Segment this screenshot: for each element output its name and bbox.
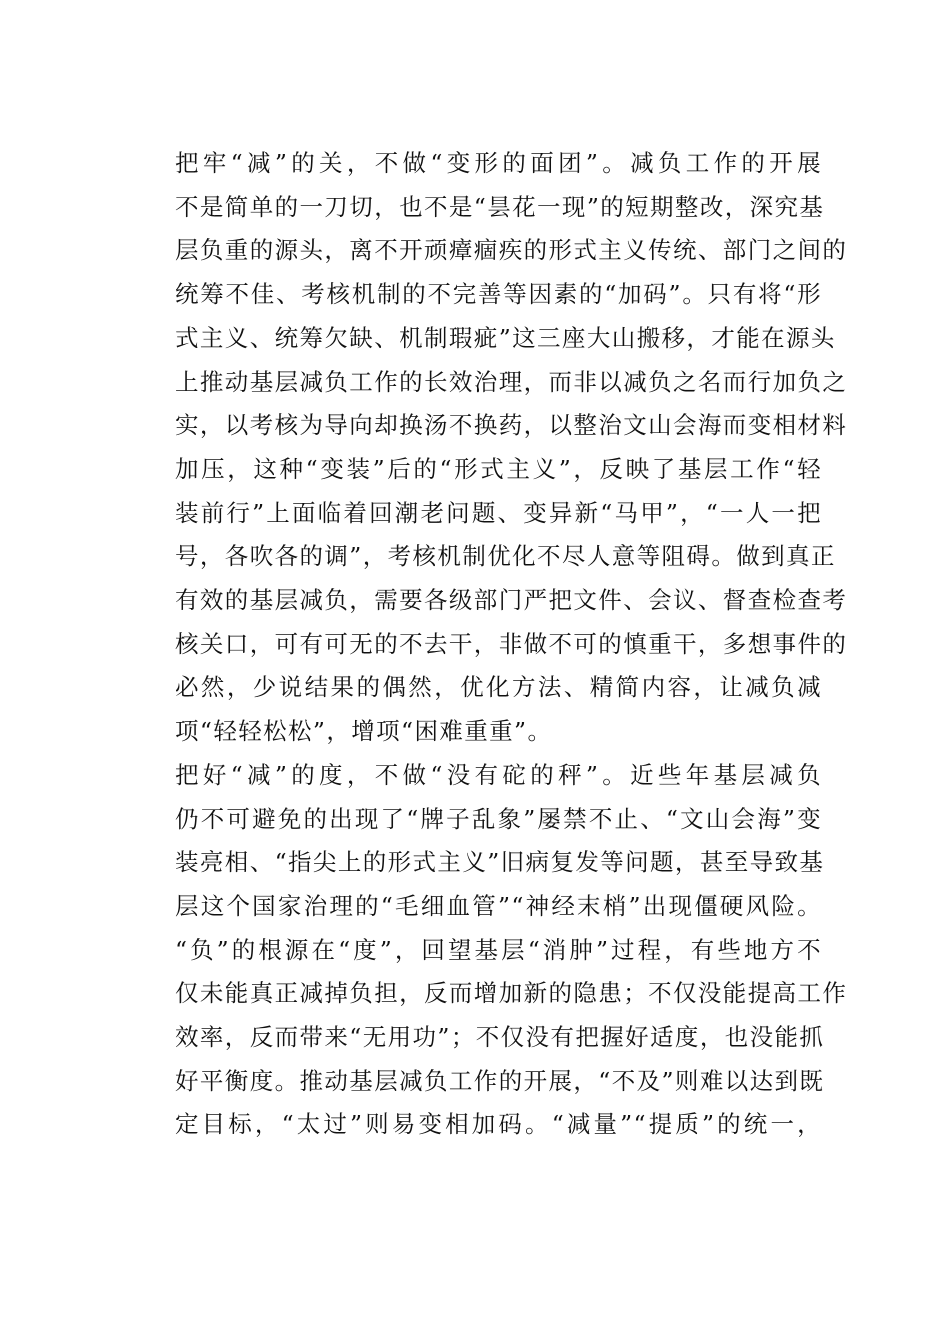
document-page	[128, 142, 848, 1147]
text-line: 把牢“减”的关，不做“变形的面团”。减负工作的开展	[175, 149, 822, 177]
text-line: 式主义、统筹欠缺、机制瑕疵”这三座大山搬移，才能在源头	[175, 323, 836, 352]
text-line: 仅未能真正减掉负担，反而增加新的隐患；不仅没能提高工作	[175, 979, 848, 1008]
text-line: 好平衡度。推动基层减负工作的开展，“不及”则难以达到既	[175, 1066, 825, 1095]
text-line: 装亮相、“指尖上的形式主义”旧病复发等问题，甚至导致基	[175, 848, 825, 877]
text-line: 层这个国家治理的“毛细血管”“神经末梢”出现僵硬风险。	[175, 891, 822, 920]
text-line: 实，以考核为导向却换汤不换药，以整治文山会海而变相材料	[175, 411, 848, 440]
text-line: 把好“减”的度，不做“没有砣的秤”。近些年基层减负	[175, 760, 822, 789]
text-line: 定目标，“太过”则易变相加码。“减量”“提质”的统一，	[175, 1110, 822, 1139]
text-line: 必然，少说结果的偶然，优化方法、精简内容，让减负减	[175, 673, 822, 702]
text-line: 不是简单的一刀切，也不是“昙花一现”的短期整改，深究基	[175, 192, 825, 221]
text-line: 加压，这种“变装”后的“形式主义”，反映了基层工作“轻	[175, 454, 822, 483]
text-line: 统筹不佳、考核机制的不完善等因素的“加码”。只有将“形	[175, 280, 822, 309]
text-line: 核关口，可有可无的不去干，非做不可的慎重干，多想事件的	[175, 629, 848, 658]
text-line: 有效的基层减负，需要各级部门严把文件、会议、督查检查考	[175, 586, 848, 615]
text-line: 层负重的源头，离不开顽瘴痼疾的形式主义传统、部门之间的	[175, 236, 848, 265]
text-line: 号，各吹各的调”，考核机制优化不尽人意等阻碍。做到真正	[175, 542, 836, 571]
paragraph-2	[128, 754, 848, 1147]
text-line: 上推动基层减负工作的长效治理，而非以减负之名而行加负之	[175, 367, 848, 396]
text-line: “负”的根源在“度”，回望基层“消肿”过程，有些地方不	[175, 935, 822, 964]
text-line: 项“轻轻松松”，增项“困难重重”。	[175, 717, 553, 746]
text-line: 装前行”上面临着回潮老问题、变异新“马甲”，“一人一把	[175, 498, 822, 527]
text-line: 仍不可避免的出现了“牌子乱象”屡禁不止、“文山会海”变	[175, 804, 822, 833]
paragraph-1	[128, 142, 848, 754]
text-line: 效率，反而带来“无用功”；不仅没有把握好适度，也没能抓	[175, 1023, 825, 1052]
